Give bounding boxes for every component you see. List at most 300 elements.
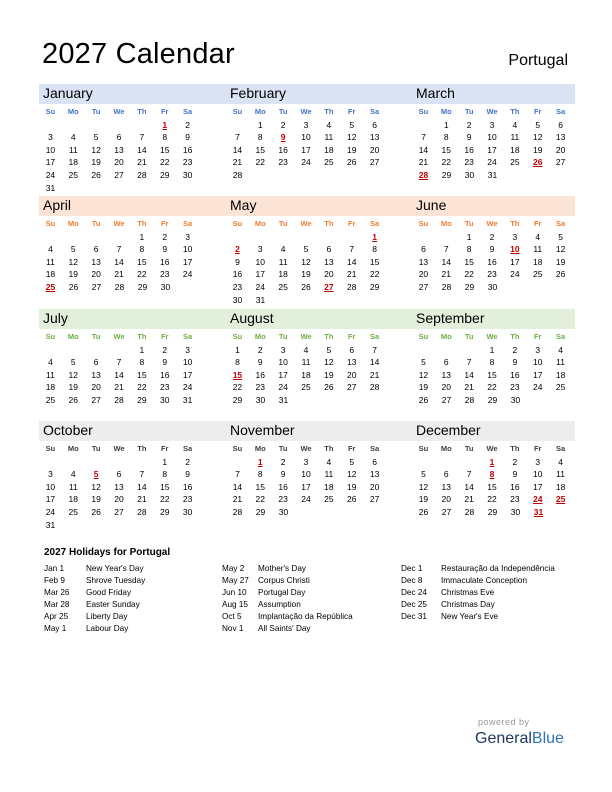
weekday-label: We — [486, 332, 498, 341]
day-cell: 12 — [555, 244, 566, 255]
day-cell: 7 — [235, 132, 240, 143]
weekday-label: Su — [45, 332, 56, 341]
week-row — [412, 369, 572, 382]
quarter-band-2 — [39, 196, 575, 216]
month-name: July — [43, 310, 68, 326]
day-cell: 28 — [232, 506, 243, 517]
month-days-grid — [412, 106, 572, 182]
week-row — [226, 493, 386, 506]
day-cell: 17 — [45, 157, 56, 168]
day-cell: 7 — [466, 357, 472, 368]
holiday-name: Easter Sunday — [86, 600, 140, 609]
day-cell: 30 — [182, 506, 193, 517]
holiday-date: Jun 10 — [222, 588, 247, 597]
day-cell: 18 — [68, 494, 79, 505]
week-row — [226, 144, 386, 157]
day-cell: 20 — [441, 494, 452, 505]
day-cell: 28 — [137, 506, 147, 517]
day-cell: 12 — [68, 256, 79, 267]
day-cell: 21 — [418, 157, 429, 168]
month-days-grid — [226, 443, 386, 519]
week-row — [226, 369, 386, 382]
weekday-label: Mo — [67, 107, 79, 116]
powered-by-text: powered by — [478, 717, 530, 727]
day-cell: 19 — [555, 256, 566, 267]
week-row — [39, 356, 199, 369]
week-row — [39, 519, 199, 532]
empty-cell — [39, 231, 62, 244]
day-cell: 16 — [510, 481, 520, 492]
day-cell: 25 — [324, 494, 334, 505]
weekday-header — [226, 218, 386, 231]
day-cell: 6 — [93, 357, 99, 368]
empty-cell — [39, 344, 62, 357]
day-cell: 14 — [464, 369, 474, 380]
weekday-label: Mo — [67, 332, 79, 341]
empty-cell — [39, 119, 62, 132]
day-cell: 1 — [257, 119, 263, 130]
week-row — [412, 493, 572, 506]
weekday-header — [39, 218, 199, 231]
weekday-label: Sa — [182, 219, 193, 228]
day-cell: 11 — [510, 132, 520, 143]
day-cell: 14 — [346, 256, 357, 267]
month-days-grid — [39, 218, 199, 294]
day-cell: 7 — [139, 469, 145, 480]
weekday-header — [226, 106, 386, 119]
day-cell: 2 — [512, 344, 518, 355]
month-days-grid — [412, 218, 572, 294]
day-cell: 12 — [346, 132, 357, 143]
holiday-name: Shrove Tuesday — [86, 576, 146, 585]
day-cell: 29 — [255, 506, 266, 517]
day-cell: 4 — [326, 456, 332, 467]
holiday-item — [401, 575, 555, 587]
day-cell: 21 — [232, 494, 243, 505]
holiday-day: 9 — [280, 132, 286, 143]
day-cell: 19 — [91, 494, 101, 505]
day-cell: 13 — [114, 481, 124, 492]
holiday-date: Aug 15 — [222, 600, 248, 609]
day-cell: 16 — [278, 144, 288, 155]
weekday-label: Mo — [440, 332, 452, 341]
holiday-day: 1 — [162, 119, 168, 130]
day-cell: 25 — [301, 382, 311, 393]
week-row — [226, 169, 386, 182]
week-row — [226, 381, 386, 394]
day-cell: 15 — [159, 144, 170, 155]
day-cell: 24 — [45, 506, 56, 517]
day-cell: 11 — [46, 256, 55, 267]
day-cell: 8 — [489, 357, 495, 368]
day-cell: 4 — [280, 244, 286, 255]
day-cell: 23 — [278, 157, 288, 168]
holiday-item — [222, 563, 353, 575]
holiday-item — [44, 611, 145, 623]
holiday-day: 26 — [532, 157, 543, 168]
day-cell: 23 — [232, 281, 243, 292]
day-cell: 3 — [535, 456, 541, 467]
week-row — [226, 256, 386, 269]
day-cell: 22 — [255, 157, 266, 168]
day-cell: 17 — [182, 369, 193, 380]
holiday-day: 8 — [489, 469, 495, 480]
day-cell: 21 — [137, 494, 147, 505]
day-cell: 29 — [369, 281, 380, 292]
day-cell: 5 — [349, 456, 355, 467]
holiday-name: Labour Day — [86, 624, 129, 633]
weekday-label: Sa — [369, 107, 380, 116]
holiday-date: Nov 1 — [222, 624, 244, 633]
holiday-day: 5 — [93, 469, 99, 480]
day-cell: 19 — [346, 144, 357, 155]
week-row — [412, 356, 572, 369]
day-cell: 19 — [418, 382, 429, 393]
holiday-day: 31 — [533, 506, 544, 517]
day-cell: 29 — [159, 506, 170, 517]
weekday-label: Th — [324, 107, 334, 116]
weekday-label: Mo — [254, 444, 266, 453]
month-name: February — [230, 85, 287, 101]
day-cell: 27 — [91, 281, 102, 292]
day-cell: 13 — [114, 144, 124, 155]
day-cell: 1 — [162, 456, 168, 467]
empty-cell — [412, 456, 435, 469]
day-cell: 10 — [182, 357, 193, 368]
day-cell: 23 — [255, 382, 266, 393]
day-cell: 24 — [255, 281, 266, 292]
weekday-label: Su — [418, 107, 429, 116]
empty-cell — [108, 231, 131, 244]
weekday-label: Mo — [440, 444, 452, 453]
day-cell: 12 — [532, 132, 543, 143]
weekday-label: Fr — [160, 444, 169, 453]
day-cell: 21 — [464, 382, 474, 393]
day-cell: 10 — [278, 357, 288, 368]
week-row — [226, 344, 386, 357]
day-cell: 14 — [137, 144, 147, 155]
day-cell: 31 — [182, 394, 193, 405]
week-row — [39, 493, 199, 506]
day-cell: 11 — [556, 357, 565, 368]
day-cell: 8 — [235, 357, 240, 368]
day-cell: 9 — [512, 469, 518, 480]
weekday-header — [39, 106, 199, 119]
day-cell: 29 — [464, 281, 475, 292]
day-cell: 10 — [182, 244, 193, 255]
quarter-band-1 — [39, 84, 575, 104]
day-cell: 25 — [278, 281, 288, 292]
week-row — [412, 144, 572, 157]
day-cell: 24 — [182, 382, 193, 393]
empty-cell — [458, 344, 481, 357]
brand-logo[interactable] — [475, 730, 564, 748]
holiday-item — [222, 611, 353, 623]
weekday-label: Th — [510, 332, 520, 341]
holiday-item — [44, 587, 145, 599]
day-cell: 25 — [68, 169, 79, 180]
day-cell: 11 — [46, 369, 55, 380]
holiday-name: Corpus Christi — [258, 576, 310, 585]
empty-cell — [295, 231, 318, 244]
weekday-header — [226, 443, 386, 456]
holiday-date: May 27 — [222, 576, 249, 585]
day-cell: 17 — [182, 256, 193, 267]
month-days-grid — [226, 331, 386, 407]
day-cell: 16 — [464, 144, 474, 155]
empty-cell — [130, 119, 153, 132]
day-cell: 1 — [466, 231, 472, 242]
day-cell: 4 — [326, 119, 332, 130]
day-cell: 16 — [487, 256, 497, 267]
day-cell: 14 — [369, 357, 380, 368]
day-cell: 24 — [532, 382, 543, 393]
week-row — [39, 169, 199, 182]
day-cell: 23 — [182, 494, 193, 505]
day-cell: 16 — [182, 481, 193, 492]
day-cell: 17 — [301, 481, 311, 492]
holiday-date: May 1 — [44, 624, 67, 633]
holiday-name: Implantação da República — [258, 612, 353, 621]
day-cell: 27 — [114, 506, 124, 517]
week-row — [226, 481, 386, 494]
day-cell: 15 — [464, 256, 474, 267]
day-cell: 11 — [68, 144, 78, 155]
day-cell: 7 — [466, 469, 472, 480]
week-row — [226, 156, 386, 169]
weekday-label: Th — [510, 444, 520, 453]
weekday-label: Sa — [369, 332, 380, 341]
holiday-item — [401, 587, 555, 599]
weekday-label: Th — [137, 444, 147, 453]
day-cell: 9 — [185, 132, 190, 143]
day-cell: 10 — [301, 469, 311, 480]
day-cell: 11 — [556, 469, 565, 480]
day-cell: 14 — [232, 481, 243, 492]
weekday-label: Sa — [555, 219, 566, 228]
holiday-day: 24 — [532, 494, 543, 505]
day-cell: 23 — [159, 382, 170, 393]
day-cell: 26 — [418, 394, 429, 405]
day-cell: 1 — [139, 231, 145, 242]
empty-cell — [62, 119, 85, 132]
day-cell: 30 — [255, 394, 266, 405]
day-cell: 30 — [510, 506, 521, 517]
weekday-label: Tu — [278, 444, 288, 453]
day-cell: 21 — [346, 269, 357, 280]
day-cell: 18 — [278, 269, 288, 280]
day-cell: 17 — [510, 256, 520, 267]
day-cell: 4 — [535, 231, 541, 242]
week-row — [412, 344, 572, 357]
day-cell: 4 — [558, 344, 563, 355]
weekday-label: Tu — [278, 107, 288, 116]
day-cell: 27 — [114, 169, 124, 180]
month-days-grid — [412, 331, 572, 407]
holiday-day: 27 — [324, 281, 334, 292]
day-cell: 25 — [555, 382, 566, 393]
week-row — [226, 294, 386, 307]
day-cell: 10 — [532, 357, 543, 368]
week-row — [39, 481, 199, 494]
day-cell: 26 — [301, 281, 311, 292]
day-cell: 19 — [418, 494, 429, 505]
day-cell: 7 — [116, 357, 122, 368]
weekday-label: Sa — [555, 444, 566, 453]
weekday-label: Sa — [182, 444, 193, 453]
day-cell: 10 — [45, 144, 56, 155]
day-cell: 5 — [535, 119, 541, 130]
weekday-label: Su — [418, 332, 429, 341]
empty-cell — [85, 344, 108, 357]
holiday-name: Mother's Day — [258, 564, 306, 573]
day-cell: 3 — [185, 344, 190, 355]
day-cell: 14 — [114, 369, 124, 380]
empty-cell — [226, 456, 249, 469]
weekday-label: Fr — [533, 219, 542, 228]
day-cell: 13 — [441, 369, 452, 380]
holiday-day: 1 — [372, 231, 377, 242]
day-cell: 20 — [324, 269, 334, 280]
holiday-item — [222, 575, 353, 587]
day-cell: 1 — [235, 344, 240, 355]
quarter-band-4 — [39, 421, 575, 441]
day-cell: 11 — [68, 481, 78, 492]
day-cell: 6 — [116, 132, 122, 143]
day-cell: 13 — [369, 469, 380, 480]
day-cell: 25 — [532, 269, 543, 280]
day-cell: 7 — [421, 132, 426, 143]
day-cell: 30 — [510, 394, 521, 405]
day-cell: 31 — [278, 394, 289, 405]
weekday-header — [412, 331, 572, 344]
month-name: May — [230, 197, 257, 213]
day-cell: 3 — [489, 119, 495, 130]
day-cell: 9 — [466, 132, 472, 143]
day-cell: 28 — [346, 281, 357, 292]
day-cell: 21 — [114, 269, 124, 280]
day-cell: 24 — [45, 169, 56, 180]
week-row — [39, 243, 199, 256]
day-cell: 15 — [255, 144, 266, 155]
empty-cell — [412, 119, 435, 132]
day-cell: 29 — [487, 394, 498, 405]
day-cell: 3 — [48, 132, 53, 143]
holiday-name: Restauração da Independência — [441, 564, 555, 573]
day-cell: 15 — [137, 369, 147, 380]
day-cell: 18 — [510, 144, 520, 155]
holiday-name: New Year's Day — [86, 564, 144, 573]
weekday-label: Tu — [278, 219, 288, 228]
day-cell: 29 — [159, 169, 170, 180]
empty-cell — [62, 344, 85, 357]
day-cell: 7 — [116, 244, 122, 255]
day-cell: 16 — [182, 144, 193, 155]
day-cell: 26 — [346, 157, 357, 168]
day-cell: 26 — [68, 394, 79, 405]
day-cell: 13 — [91, 256, 101, 267]
day-cell: 11 — [533, 244, 543, 255]
day-cell: 21 — [137, 157, 147, 168]
weekday-label: Tu — [278, 332, 288, 341]
day-cell: 30 — [159, 394, 170, 405]
holiday-day: 1 — [489, 456, 495, 467]
day-cell: 19 — [324, 369, 334, 380]
day-cell: 13 — [369, 132, 380, 143]
day-cell: 2 — [162, 344, 168, 355]
month-days-grid — [226, 106, 386, 182]
weekday-label: Fr — [347, 107, 356, 116]
holiday-name: New Year's Eve — [441, 612, 499, 621]
day-cell: 4 — [70, 469, 76, 480]
day-cell: 10 — [532, 469, 543, 480]
day-cell: 14 — [441, 256, 452, 267]
holiday-column — [401, 563, 555, 623]
holiday-name: Immaculate Conception — [441, 576, 528, 585]
day-cell: 16 — [510, 369, 520, 380]
week-row — [39, 394, 199, 407]
weekday-label: Su — [232, 219, 243, 228]
week-row — [412, 231, 572, 244]
weekday-label: Tu — [464, 444, 474, 453]
day-cell: 25 — [324, 157, 334, 168]
weekday-label: Tu — [91, 219, 101, 228]
day-cell: 23 — [510, 494, 520, 505]
day-cell: 14 — [232, 144, 243, 155]
day-cell: 6 — [443, 357, 449, 368]
day-cell: 8 — [443, 132, 449, 143]
empty-cell — [85, 231, 108, 244]
empty-cell — [108, 456, 131, 469]
weekday-label: Tu — [91, 332, 101, 341]
day-cell: 28 — [369, 382, 380, 393]
empty-cell — [226, 119, 249, 132]
week-row — [412, 281, 572, 294]
day-cell: 30 — [160, 281, 171, 292]
day-cell: 20 — [555, 144, 566, 155]
holiday-date: Dec 1 — [401, 564, 423, 573]
day-cell: 22 — [159, 157, 170, 168]
day-cell: 26 — [324, 382, 334, 393]
month-name: January — [43, 85, 93, 101]
weekday-label: Sa — [555, 107, 566, 116]
empty-cell — [108, 344, 131, 357]
day-cell: 4 — [48, 244, 53, 255]
day-cell: 27 — [91, 394, 101, 405]
month-days-grid — [412, 443, 572, 519]
day-cell: 14 — [418, 144, 429, 155]
empty-cell — [272, 231, 295, 244]
week-row — [412, 481, 572, 494]
holiday-name: Liberty Day — [86, 612, 128, 621]
day-cell: 8 — [139, 357, 145, 368]
holiday-column — [222, 563, 353, 635]
week-row — [226, 268, 386, 281]
day-cell: 30 — [182, 169, 193, 180]
day-cell: 31 — [487, 169, 498, 180]
holiday-item — [401, 611, 555, 623]
day-cell: 22 — [159, 494, 170, 505]
day-cell: 20 — [114, 157, 124, 168]
day-cell: 8 — [139, 244, 145, 255]
empty-cell — [435, 231, 458, 244]
day-cell: 25 — [510, 157, 520, 168]
day-cell: 6 — [421, 244, 426, 255]
day-cell: 28 — [464, 506, 475, 517]
day-cell: 19 — [68, 269, 79, 280]
weekday-label: Mo — [440, 107, 452, 116]
week-row — [226, 394, 386, 407]
